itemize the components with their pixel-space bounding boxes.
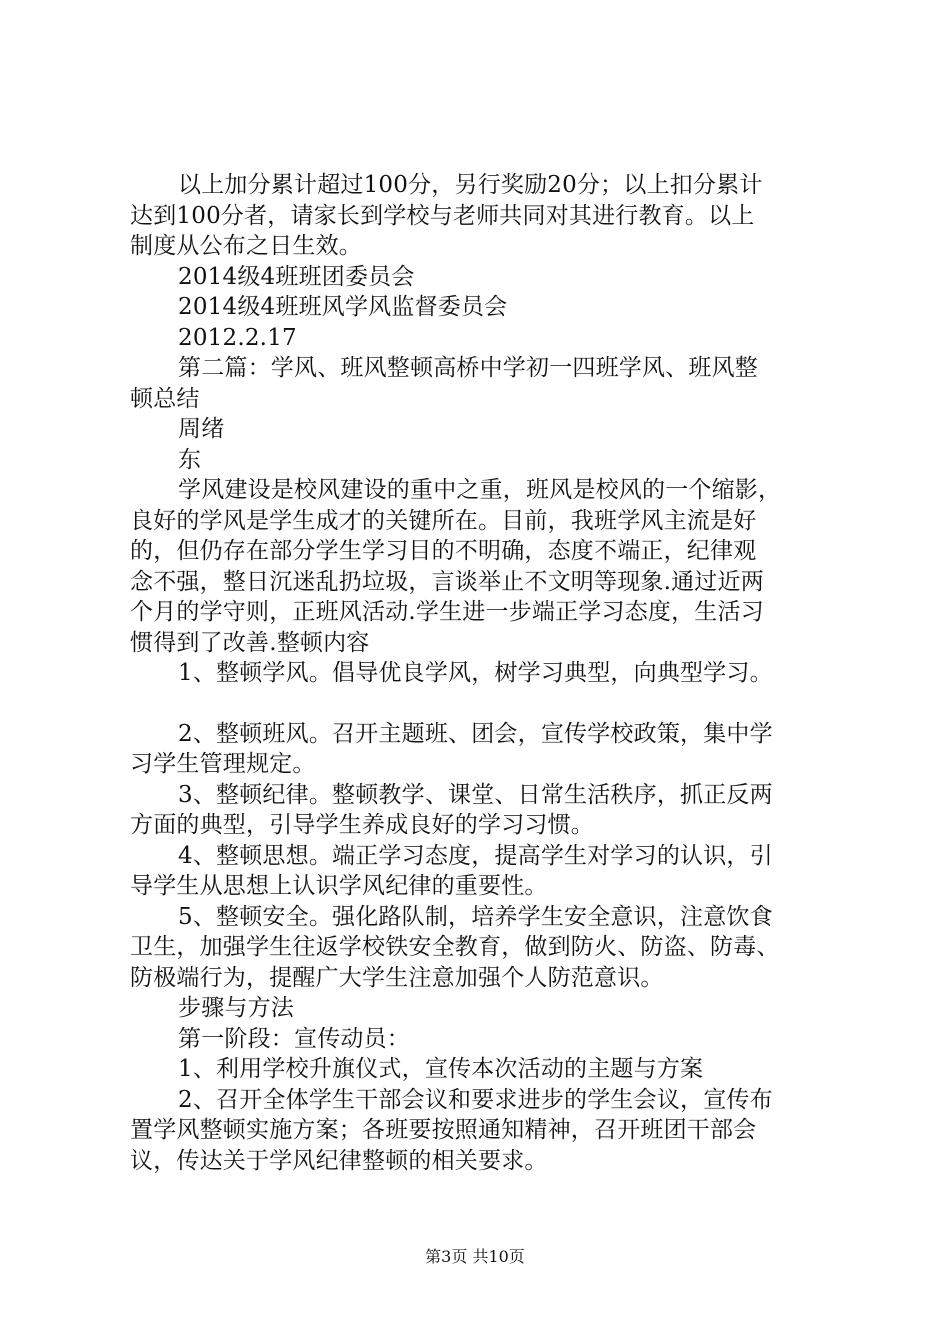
page-number-footer: 第3页 共10页 bbox=[425, 1247, 525, 1266]
text-line: 置学风整顿实施方案；各班要按照通知精神，召开班团干部会 bbox=[130, 1117, 757, 1143]
text-line: 2014级4班班风学风监督委员会 bbox=[178, 294, 508, 320]
text-line: 达到100分者，请家长到学校与老师共同对其进行教育。以上 bbox=[130, 202, 755, 229]
text-line: 1、整顿学风。倡导优良学风，树学习典型，向典型学习。 bbox=[178, 660, 773, 686]
text-line: 惯得到了改善.整顿内容 bbox=[130, 629, 370, 656]
text-line: 议，传达关于学风纪律整顿的相关要求。 bbox=[130, 1147, 548, 1174]
text-line: 5、整顿安全。强化路队制，培养学生安全意识，注意饮食 bbox=[178, 903, 773, 930]
text-line: 卫生，加强学生往返学校铁安全教育，做到防火、防盗、防毒、 bbox=[130, 934, 780, 960]
text-line: 东 bbox=[178, 446, 202, 473]
text-line: 周绪 bbox=[178, 416, 225, 442]
text-line: 2014级4班班团委员会 bbox=[178, 263, 415, 290]
text-line: 以上加分累计超过100分，另行奖励20分；以上扣分累计 bbox=[178, 172, 763, 198]
text-line: 2、召开全体学生干部会议和要求进步的学生会议，宣传布 bbox=[178, 1086, 773, 1113]
text-line: 1、利用学校升旗仪式，宣传本次活动的主题与方案 bbox=[178, 1056, 704, 1082]
document-body bbox=[130, 170, 830, 1176]
text-line: 的，但仍存在部分学生学习目的不明确，态度不端正，纪律观 bbox=[130, 538, 757, 564]
text-line: 第一阶段：宣传动员： bbox=[178, 1025, 410, 1052]
text-line: 步骤与方法 bbox=[178, 995, 294, 1021]
text-line: 2012.2.17 bbox=[178, 324, 297, 351]
text-line: 第二篇：学风、班风整顿高桥中学初一四班学风、班风整 bbox=[178, 355, 758, 381]
text-line: 个月的学守则，正班风活动.学生进一步端正学习态度，生活习 bbox=[130, 599, 764, 625]
text-line: 方面的典型，引导学生养成良好的学习习惯。 bbox=[130, 812, 594, 838]
text-line: 防极端行为，提醒广大学生注意加强个人防范意识。 bbox=[130, 964, 664, 991]
blank-line bbox=[130, 689, 830, 719]
text-line: 良好的学风是学生成才的关键所在。目前，我班学风主流是好 bbox=[130, 507, 757, 534]
text-line: 学风建设是校风建设的重中之重，班风是校风的一个缩影， bbox=[178, 477, 782, 503]
text-line: 4、整顿思想。端正学习态度，提高学生对学习的认识，引 bbox=[178, 842, 773, 869]
text-line: 顿总结 bbox=[130, 385, 200, 412]
text-line: 导学生从思想上认识学风纪律的重要性。 bbox=[130, 873, 548, 899]
text-line: 2、整顿班风。召开主题班、团会，宣传学校政策，集中学 bbox=[178, 720, 773, 747]
text-line: 习学生管理规定。 bbox=[130, 751, 316, 777]
text-line: 念不强，整日沉迷乱扔垃圾，言谈举止不文明等现象.通过近两 bbox=[130, 568, 764, 595]
text-line: 3、整顿纪律。整顿教学、课堂、日常生活秩序，抓正反两 bbox=[178, 781, 773, 808]
text-line: 制度从公布之日生效。 bbox=[130, 233, 362, 259]
